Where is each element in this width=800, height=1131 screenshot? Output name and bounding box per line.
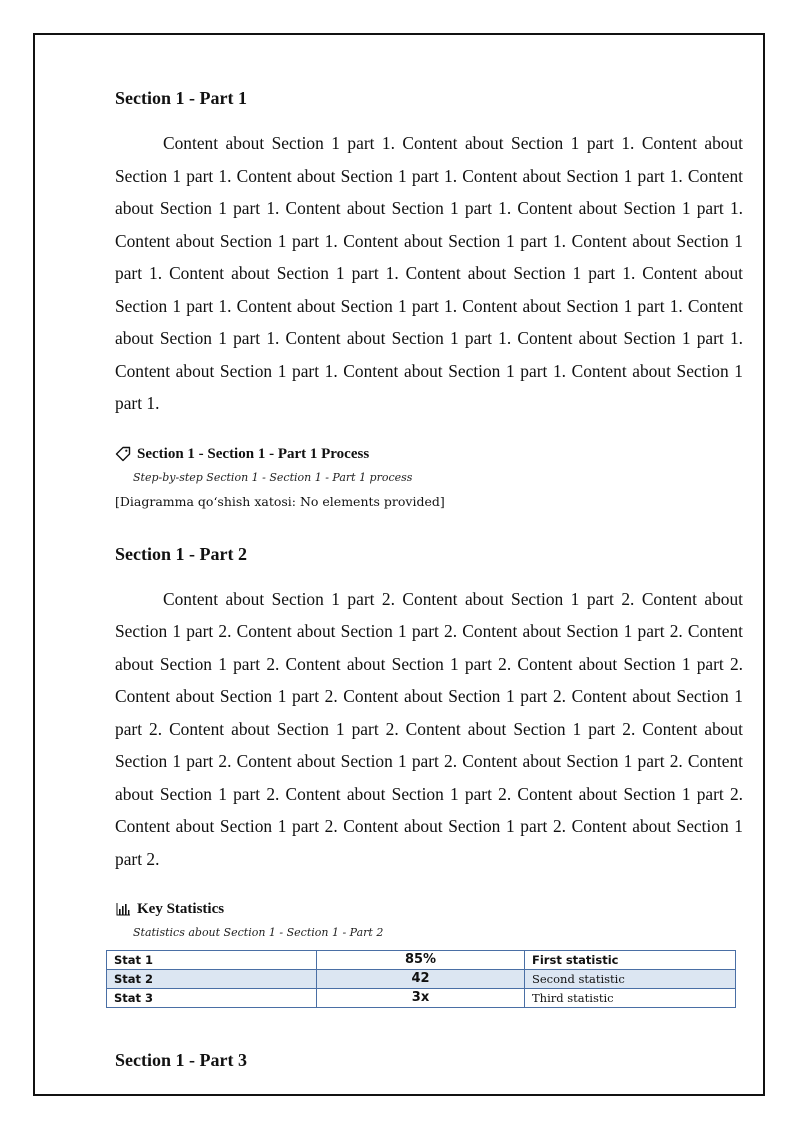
- stat-value: 85%: [317, 951, 525, 970]
- section-heading: Section 1 - Part 2: [115, 543, 247, 564]
- table-row: [107, 970, 736, 989]
- stat-value: 3x: [317, 989, 525, 1008]
- process-subtitle: Step-by-step Section 1 - Section 1 - Part 1 process: [133, 470, 413, 484]
- section-paragraph: Content about Section 1 part 2. Content about Section 1 part 2. Content about Section 1 part 2. Content about Section 1 part 2. Content about Section 1 part 2. Content about Section 1 part 2. Content about Section 1 part 2. Content about Section 1 part 2. Content about Section 1 part 2. Content about Section 1 part 2. Content about Section 1 part 2. Content about Section 1 part 2. Content about Section 1 part 2. Content about Section 1 part 2. Content about Section 1 part 2. Content about Section 1 part 2. Content about Section 1 part 2. Content about Section 1 part 2. Content about Section 1 part 2. Content about Section 1 part 2. Content about Section 1 part 2. Content about Section 1 part 2.: [115, 588, 743, 869]
- stats-table: [106, 950, 736, 1008]
- document-body: [115, 86, 743, 1072]
- section-paragraph: Content about Section 1 part 1. Content about Section 1 part 1. Content about Section 1 part 1. Content about Section 1 part 1. Content about Section 1 part 1. Content about Section 1 part 1. Content about Section 1 part 1. Content about Section 1 part 1. Content about Section 1 part 1. Content about Section 1 part 1. Content about Section 1 part 1. Content about Section 1 part 1. Content about Section 1 part 1. Content about Section 1 part 1. Content about Section 1 part 1. Content about Section 1 part 1. Content about Section 1 part 1. Content about Section 1 part 1. Content about Section 1 part 1. Content about Section 1 part 1. Content about Section 1 part 1. Content about Section 1 part 1.: [115, 133, 743, 413]
- process-title-text: Section 1 - Section 1 - Part 1 Process: [137, 445, 370, 462]
- stat-label: Stat 1: [107, 951, 317, 970]
- stat-label: Stat 2: [107, 970, 317, 989]
- table-row: [107, 989, 736, 1008]
- stat-label: Stat 3: [107, 989, 317, 1008]
- stats-title-text: Key Statistics: [137, 901, 225, 917]
- stat-description: First statistic: [525, 951, 736, 970]
- table-row: [107, 951, 736, 970]
- stats-block-title: [115, 899, 743, 919]
- stat-description: Second statistic: [525, 970, 736, 989]
- tag-icon: [115, 446, 131, 462]
- section-heading: Section 1 - Part 1: [115, 88, 247, 108]
- bar-chart-icon: [115, 901, 131, 917]
- section-heading: Section 1 - Part 3: [115, 1050, 247, 1070]
- stat-value: 42: [317, 970, 525, 989]
- stats-subtitle: Statistics about Section 1 - Section 1 - Part 2: [133, 926, 384, 939]
- process-block-title: [115, 444, 743, 464]
- diagram-error-message: [Diagramma qo‘shish xatosi: No elements provided]: [115, 493, 445, 509]
- stat-description: Third statistic: [525, 989, 736, 1008]
